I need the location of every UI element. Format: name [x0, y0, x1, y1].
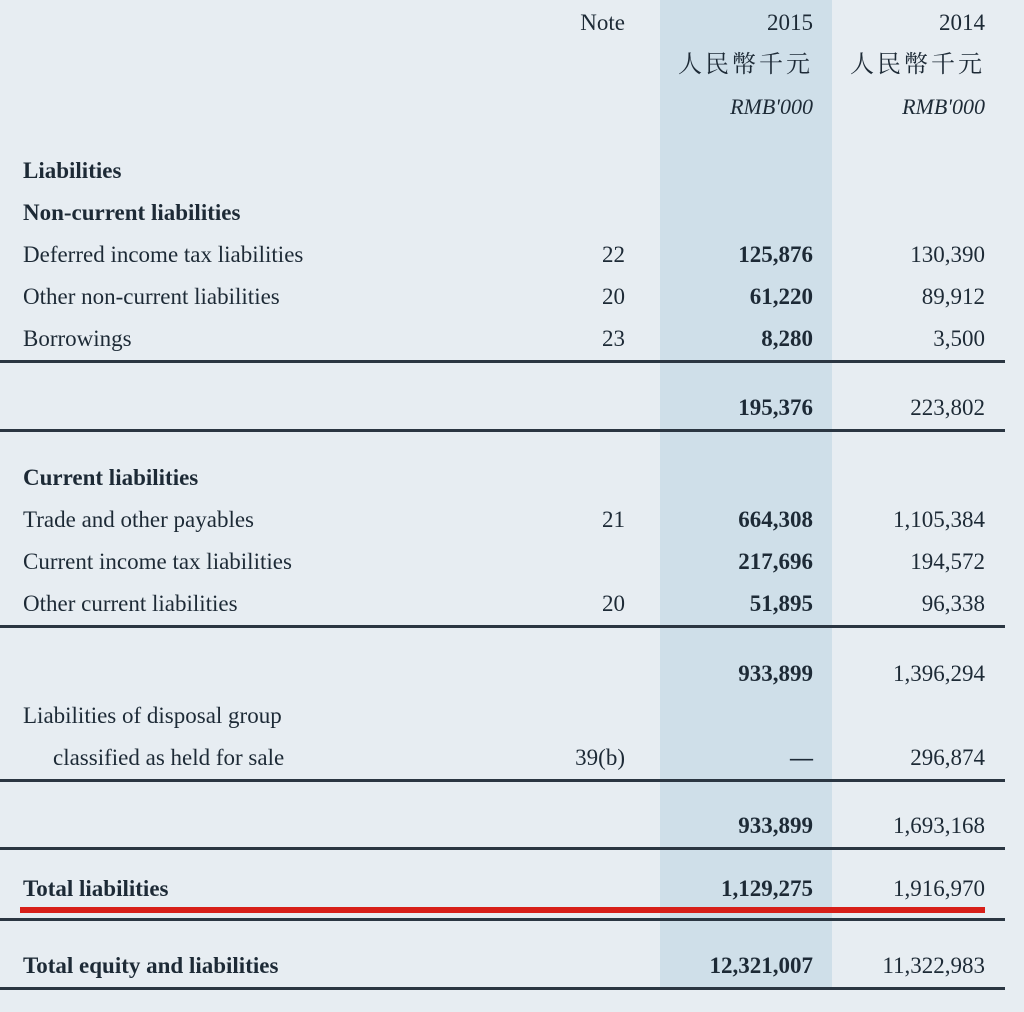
note-cell: 22 [602, 242, 625, 267]
row-spacer [23, 432, 985, 457]
note-cell: 20 [602, 591, 625, 616]
row-spacer [23, 628, 985, 653]
header-row-years [23, 2, 985, 44]
value-2014: 3,500 [933, 326, 985, 351]
row-label: Current income tax liabilities [23, 549, 292, 574]
row-label: Total liabilities [23, 876, 169, 901]
table-row [23, 945, 985, 987]
table-row [23, 276, 985, 318]
value-2015 [625, 695, 813, 737]
value-2014: 1,105,384 [893, 507, 985, 532]
table-row [23, 457, 985, 499]
row-label: Non-current liabilities [23, 200, 241, 225]
note-cell [525, 150, 625, 192]
unit-en-2015: RMB'000 [730, 94, 813, 119]
value-2015: 12,321,007 [709, 953, 813, 978]
unit-en-2014: RMB'000 [902, 94, 985, 119]
header-spacer [23, 2, 525, 44]
note-cell [525, 653, 625, 695]
row-spacer [23, 782, 985, 805]
value-2014: 1,693,168 [893, 813, 985, 838]
row-label [23, 387, 525, 429]
header-spacer [23, 44, 525, 86]
note-cell [525, 945, 625, 987]
value-2014: 130,390 [910, 242, 985, 267]
value-2014: 11,322,983 [882, 953, 985, 978]
value-2015: 217,696 [738, 549, 813, 574]
value-2014: 194,572 [910, 549, 985, 574]
row-label: Other non-current liabilities [23, 284, 280, 309]
value-2015: 125,876 [738, 242, 813, 267]
row-label: Other current liabilities [23, 591, 238, 616]
table-row [23, 737, 985, 779]
value-2015: — [790, 745, 813, 770]
row-label: Deferred income tax liabilities [23, 242, 304, 267]
table-row [23, 805, 985, 847]
value-2015: 51,895 [749, 591, 813, 616]
table-row [23, 653, 985, 695]
row-spacer [23, 850, 985, 876]
value-2014 [813, 695, 985, 737]
red-underline [20, 907, 985, 913]
table-row [23, 318, 985, 360]
table-row [23, 150, 985, 192]
note-cell: 39(b) [575, 745, 625, 770]
row-spacer [23, 363, 985, 387]
value-2014: 96,338 [921, 591, 985, 616]
value-2015: 664,308 [738, 507, 813, 532]
header-spacer [525, 44, 625, 86]
table-row [23, 387, 985, 429]
value-2014: 296,874 [910, 745, 985, 770]
note-cell: 20 [602, 284, 625, 309]
note-cell [525, 876, 625, 906]
note-cell [525, 695, 625, 737]
row-label: Trade and other payables [23, 507, 254, 532]
year-2014-header: 2014 [939, 10, 985, 35]
table-row [23, 499, 985, 541]
value-2015 [625, 150, 813, 192]
unit-cn-2014: 人民幣千元 [850, 52, 985, 78]
note-cell: 21 [602, 507, 625, 532]
row-label: classified as held for sale [53, 745, 285, 770]
table-body [23, 128, 985, 990]
value-2015: 1,129,275 [721, 876, 813, 901]
note-cell [525, 541, 625, 583]
value-2014 [813, 150, 985, 192]
row-label: Liabilities of disposal group [23, 703, 282, 728]
value-2014: 89,912 [921, 284, 985, 309]
row-spacer [23, 921, 985, 945]
table-row [23, 876, 985, 906]
value-2015 [625, 192, 813, 234]
value-2014: 1,396,294 [893, 661, 985, 686]
row-label [23, 805, 525, 847]
header-row-unit-en [23, 86, 985, 128]
value-2015: 933,899 [738, 813, 813, 838]
row-label: Borrowings [23, 326, 132, 351]
header-row-unit-cn [23, 44, 985, 86]
note-cell: 23 [602, 326, 625, 351]
row-label: Current liabilities [23, 465, 199, 490]
note-cell [525, 805, 625, 847]
year-2015-header: 2015 [767, 10, 813, 35]
row-label [23, 653, 525, 695]
note-cell [525, 387, 625, 429]
row-spacer [23, 128, 985, 150]
header-spacer [23, 86, 525, 128]
value-2015: 933,899 [738, 661, 813, 686]
unit-cn-2015: 人民幣千元 [678, 52, 813, 78]
value-2015: 195,376 [738, 395, 813, 420]
table-row [23, 234, 985, 276]
value-2014 [813, 457, 985, 499]
horizontal-rule [0, 987, 1005, 990]
note-cell [525, 192, 625, 234]
value-2015: 8,280 [761, 326, 813, 351]
row-label: Total equity and liabilities [23, 953, 279, 978]
value-2014 [813, 192, 985, 234]
row-label: Liabilities [23, 158, 122, 183]
value-2015: 61,220 [749, 284, 813, 309]
value-2015 [625, 457, 813, 499]
table-row [23, 695, 985, 737]
value-2014: 1,916,970 [893, 876, 985, 901]
note-column-header: Note [580, 10, 625, 35]
table-row [23, 541, 985, 583]
table-row [23, 583, 985, 625]
table-row [23, 192, 985, 234]
header-spacer [525, 86, 625, 128]
value-2014: 223,802 [910, 395, 985, 420]
note-cell [525, 457, 625, 499]
